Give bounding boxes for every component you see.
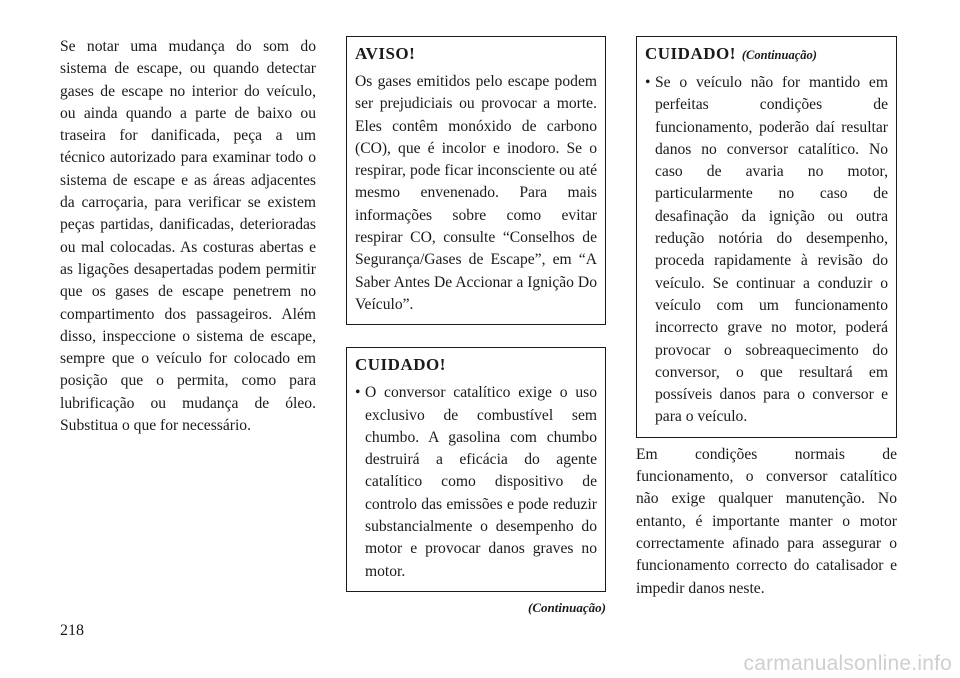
caution-continued-title xyxy=(645,43,888,66)
watermark: carmanualsonline.info xyxy=(743,652,952,675)
caution-box xyxy=(346,347,606,592)
warning-box xyxy=(346,36,606,325)
column-left xyxy=(60,36,316,437)
continued-note: (Continuação) xyxy=(527,599,606,615)
bullet-marker: • xyxy=(645,74,651,91)
warning-title: AVISO! xyxy=(355,44,416,63)
column-right xyxy=(636,36,897,600)
page-number: 218 xyxy=(60,622,84,639)
caution-continued-bullet-item xyxy=(645,72,888,429)
bullet-marker: • xyxy=(355,384,361,402)
caution-continued-box xyxy=(636,36,897,438)
caution-bullet-item xyxy=(355,382,597,583)
maintenance-paragraph: Em condições normais de funcionamento, o conversor catalítico não exige qualquer manutenção. No entanto, é importante manter o motor correctamente afinado para assegurar o funcionamento correcto do catalisador e impedir danos neste. xyxy=(636,445,897,597)
caution-continued-subtitle: (Continuação) xyxy=(741,48,817,62)
caution-continued-text: Se o veículo não for mantido em perfeitas condições de funcionamento, poderão daí resultar danos no conversor catalítico. No caso de avaria no motor, particularmente no caso de desafinação da ignição ou outra redução notória do desempenho, proceda rapidamente à revisão do veículo. Se continuar a conduzir o veículo com um funcionamento incorrecto grave no motor, poderá provocar o sobreaquecimento do conversor, o que resultará em possíveis danos para o conversor e para o veículo. xyxy=(655,74,888,426)
caution-title: CUIDADO! xyxy=(355,355,446,375)
warning-text: Os gases emitidos pelo escape podem ser prejudiciais ou provocar a morte. Eles contêm monóxido de carbono (CO), que é incolor e inodoro. Se o respirar, pode ficar inconsciente ou até mesmo envenenado. Para mais informações sobre como evitar respirar CO, consulte “Conselhos de Segurança/Gases de Escape”, em “A Saber Antes De Accionar a Ignição Do Veículo”. xyxy=(355,73,597,313)
exhaust-paragraph: Se notar uma mudança do som do sistema de escape, ou quando detectar gases de escape no interior do veículo, ou ainda quando a parte de baixo ou traseira for danificada, peça a um técnico autorizado para examinar todo o sistema de escape e as áreas adjacentes da carroçaria, para verificar se existem peças partidas, danificadas, deterioradas ou mal colocadas. As costuras abertas e as ligações desapertadas podem permitir que os gases de escape penetrem no compartimento dos passageiros. Além disso, inspeccione o sistema de escape, sempre que o veículo for colocado em posição que o permita, como para lubrificação ou mudança de óleo. Substitua o que for necessário. xyxy=(60,38,316,435)
caution-text: O conversor catalítico exige o uso exclusivo de combustível sem chumbo. A gasolina com chumbo destruirá a eficácia do agente catalítico como dispositivo de controlo das emissões e pode reduzir substancialmente o desempenho do motor e provocar danos graves no motor. xyxy=(365,384,597,580)
column-middle xyxy=(346,36,606,616)
caution-continued-heading: CUIDADO! xyxy=(645,44,736,63)
